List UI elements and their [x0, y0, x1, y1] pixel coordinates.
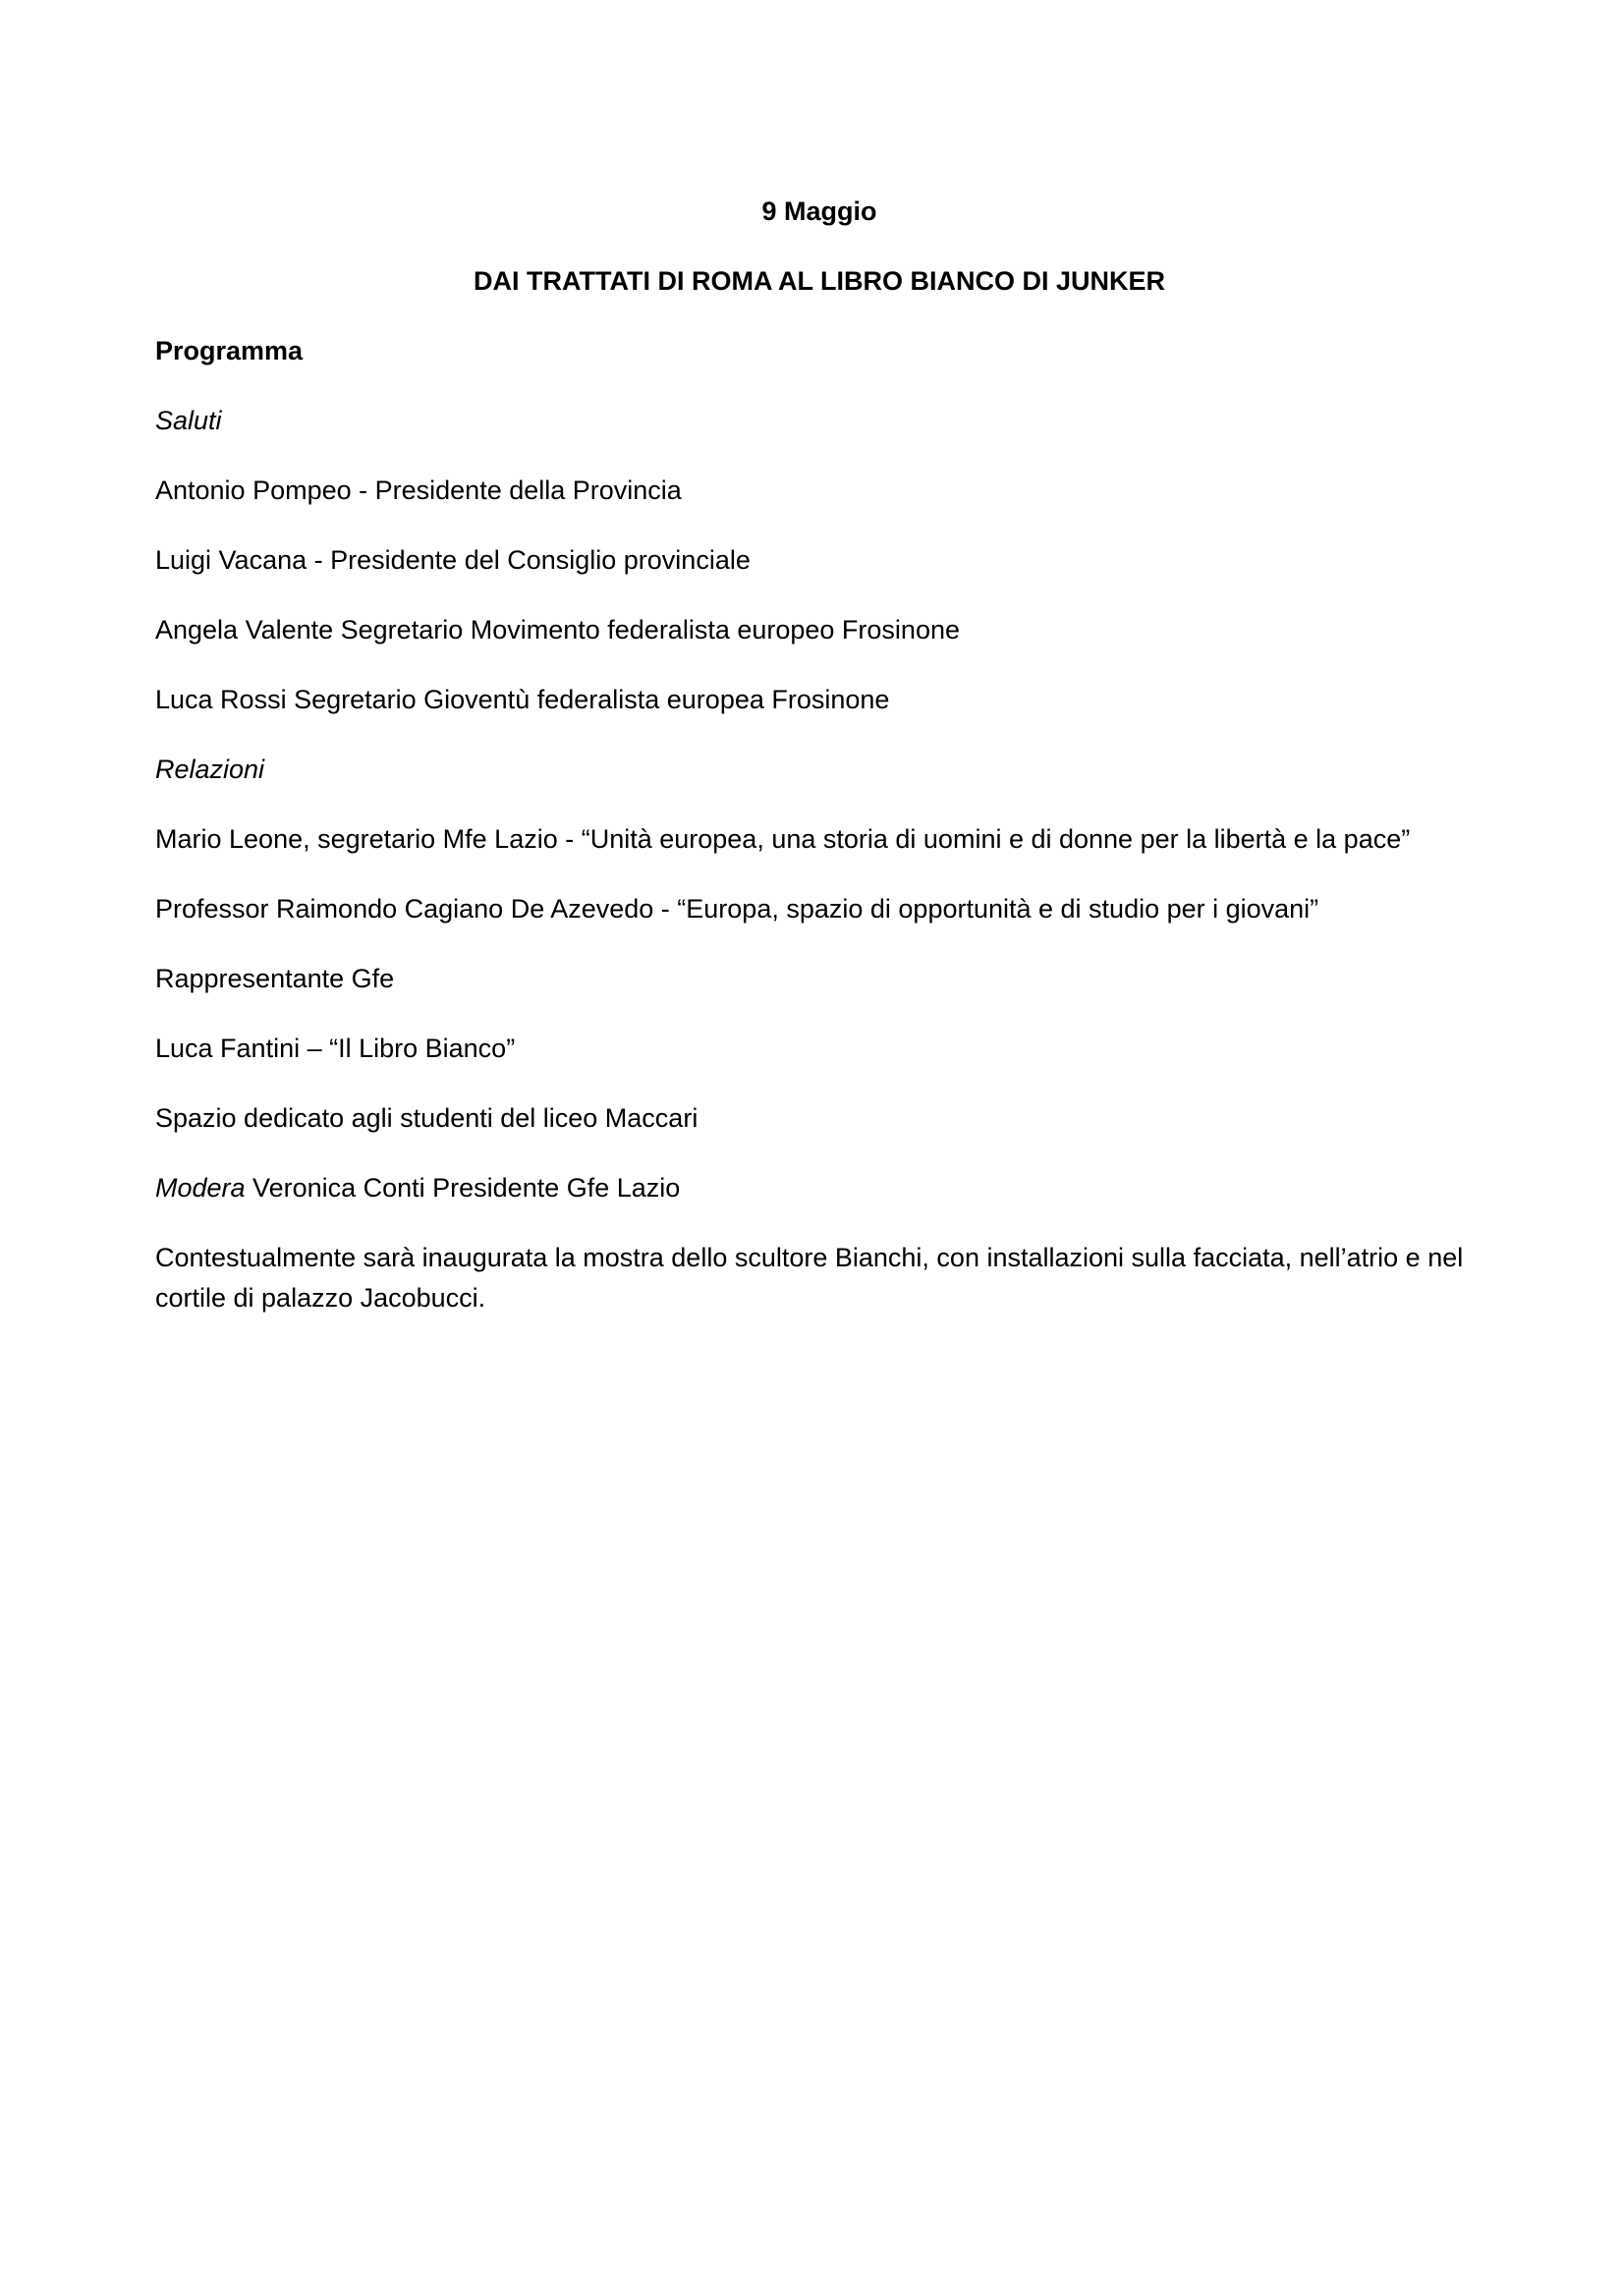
report-item: Mario Leone, segretario Mfe Lazio - “Unità europea, una storia di uomini e di donne per la libertà e la pace” [155, 824, 1411, 854]
closing-paragraph: Contestualmente sarà inaugurata la mostra dello scultore Bianchi, con installazioni sulla facciata, nell’atrio e nel cortile di palazzo Jacobucci. [155, 1243, 1464, 1313]
moderator-label: Modera [155, 1173, 246, 1203]
report-item: Luca Fantini – “Il Libro Bianco” [155, 1034, 516, 1063]
report-item: Rappresentante Gfe [155, 964, 395, 993]
event-title: DAI TRATTATI DI ROMA AL LIBRO BIANCO DI JUNKER [474, 266, 1165, 296]
report-item: Spazio dedicato agli studenti del liceo Maccari [155, 1103, 699, 1133]
event-date: 9 Maggio [761, 196, 877, 226]
program-heading: Programma [155, 336, 304, 365]
report-item: Professor Raimondo Cagiano De Azevedo - “Europa, spazio di opportunità e di studio per i giovani” [155, 894, 1319, 924]
moderator-name: Veronica Conti Presidente Gfe Lazio [245, 1173, 681, 1203]
moderator-line [155, 1168, 1483, 1208]
greetings-heading: Saluti [155, 406, 222, 435]
greeting-item: Luca Rossi Segretario Gioventù federalista europea Frosinone [155, 685, 890, 714]
greeting-item: Luigi Vacana - Presidente del Consiglio provinciale [155, 545, 751, 575]
reports-heading: Relazioni [155, 755, 265, 784]
greeting-item: Antonio Pompeo - Presidente della Provincia [155, 476, 682, 505]
document-body [155, 192, 1483, 1318]
greeting-item: Angela Valente Segretario Movimento federalista europeo Frosinone [155, 615, 960, 644]
